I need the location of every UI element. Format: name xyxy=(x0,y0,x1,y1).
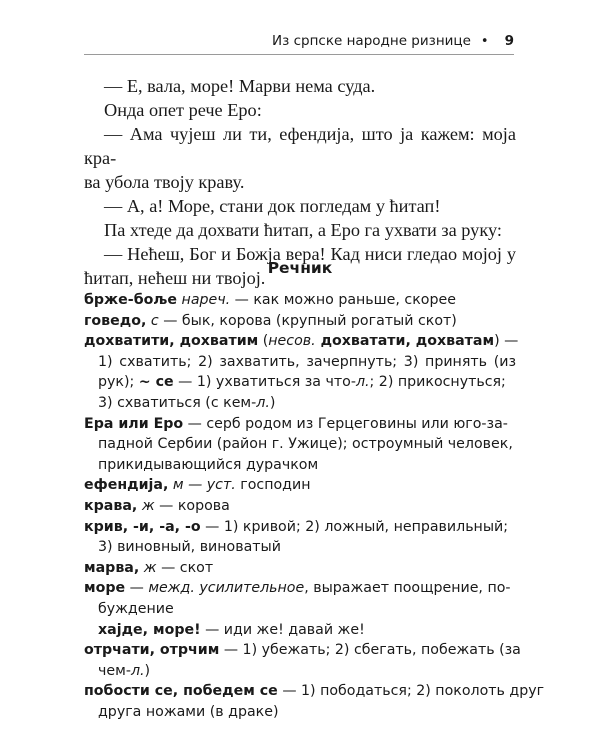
story-paragraph: — Е, вала, море! Марви нема суда. xyxy=(104,76,376,96)
grammar-note: межд. усилительное xyxy=(148,580,305,597)
headword: побости се, победем се xyxy=(84,683,278,700)
subentry-headword: ~ се xyxy=(138,374,174,391)
definition: — иди же! давай же! xyxy=(200,621,365,638)
glossary-entry: крив, -и, -а, -о — 1) кривой; 2) ложный, неправильный; 3) виновный, виноватый xyxy=(84,517,516,558)
story-paragraph-continuation: ва убола твоју краву. xyxy=(84,172,245,192)
definition-line: 1) схватить; 2) захватить, зачерпнуть; 3) принять (из xyxy=(98,353,516,370)
grammar-note: несов. xyxy=(268,333,316,350)
headword: брже-боље xyxy=(84,292,178,308)
story-paragraph: — Ама чујеш ли ти, ефендија, што ја кажем: моја кра- xyxy=(84,124,516,168)
headword-variant: дохватати, дохватам xyxy=(315,333,495,350)
glossary-entry: море — межд. усилительное, выражает поощрение, по- буждение хајде, море! — иди же! давай же! xyxy=(84,578,516,640)
story-paragraph: — Нећеш, Бог и Божја вера! Кад ниси гледао мојој у xyxy=(104,244,516,264)
glossary-entry xyxy=(84,290,516,311)
grammar-note: ж xyxy=(143,559,157,576)
grammar-note: с xyxy=(150,312,159,329)
grammar-note: м — уст. xyxy=(172,477,236,494)
story-paragraph-continuation: ћитап, нећеш ни твојој. xyxy=(84,268,266,288)
headword: море xyxy=(84,580,126,597)
story-paragraph: — А, а! Море, стани док погледам у ћитап! xyxy=(104,196,441,216)
definition: — корова xyxy=(154,497,230,514)
headword: крив, -и, -а, -о xyxy=(84,518,201,535)
subentry-headword: хајде, море! xyxy=(98,621,201,638)
definition-line: падной Сербии (район г. Ужице); остроумный человек, xyxy=(98,436,513,453)
glossary-entry xyxy=(84,311,516,332)
definition: — как можно раньше, скорее xyxy=(230,292,456,308)
definition: — бык, корова (крупный рогатый скот) xyxy=(158,312,457,329)
page-number: 9 xyxy=(504,33,514,49)
glossary-entry xyxy=(84,558,516,579)
glossary-title: Речник xyxy=(267,259,333,277)
glossary-entry: побости се, победем се — 1) пободаться; 2) поколоть друг друга ножами (в драке) xyxy=(84,681,516,722)
grammar-note: нареч. xyxy=(181,292,231,308)
story-paragraph: Онда опет рече Еро: xyxy=(104,100,262,120)
running-head xyxy=(84,28,514,55)
headword: ефендија, xyxy=(84,477,169,494)
definition-line: 3) виновный, виноватый xyxy=(98,539,281,556)
definition-line: буждение xyxy=(98,600,174,617)
headword: Ера или Еро xyxy=(84,415,184,432)
glossary-entry: дохватити, дохватим (несов. дохватати, дохватам) — 1) схватить; 2) захватить, зачерпнуть; 3) принять (из рук); ~ се — 1) ухватиться за что-л.; 2) прикоснуться; 3) схватиться (с кем-л.) xyxy=(84,333,519,411)
definition-line: друга ножами (в драке) xyxy=(98,703,279,720)
glossary xyxy=(84,290,545,722)
story-text xyxy=(84,74,516,290)
definition: — скот xyxy=(156,559,214,576)
headword: отрчати, отрчим xyxy=(84,642,220,659)
headword: крава, xyxy=(84,497,138,514)
glossary-entry: отрчати, отрчим — 1) убежать; 2) сбегать, побежать (за чем-л.) xyxy=(84,642,521,679)
definition: господин xyxy=(235,477,311,494)
bullet-separator: • xyxy=(480,33,489,49)
headword: марва, xyxy=(84,559,140,576)
glossary-entry: Ера или Еро — серб родом из Герцеговины или юго-за- падной Сербии (район г. Ужице); остроумный человек, прикидывающийся дурачком xyxy=(84,414,516,476)
definition-line: прикидывающийся дурачком xyxy=(98,456,319,473)
story-paragraph: Па хтеде да дохвати ћитап, а Еро га ухвати за руку: xyxy=(104,220,502,240)
glossary-entry xyxy=(84,496,516,517)
glossary-entry xyxy=(84,475,516,496)
headword: дохватити, дохватим xyxy=(84,333,259,350)
running-title: Из српске народне ризнице xyxy=(272,33,471,49)
headword: говедо, xyxy=(84,312,147,329)
grammar-note: ж xyxy=(141,497,155,514)
